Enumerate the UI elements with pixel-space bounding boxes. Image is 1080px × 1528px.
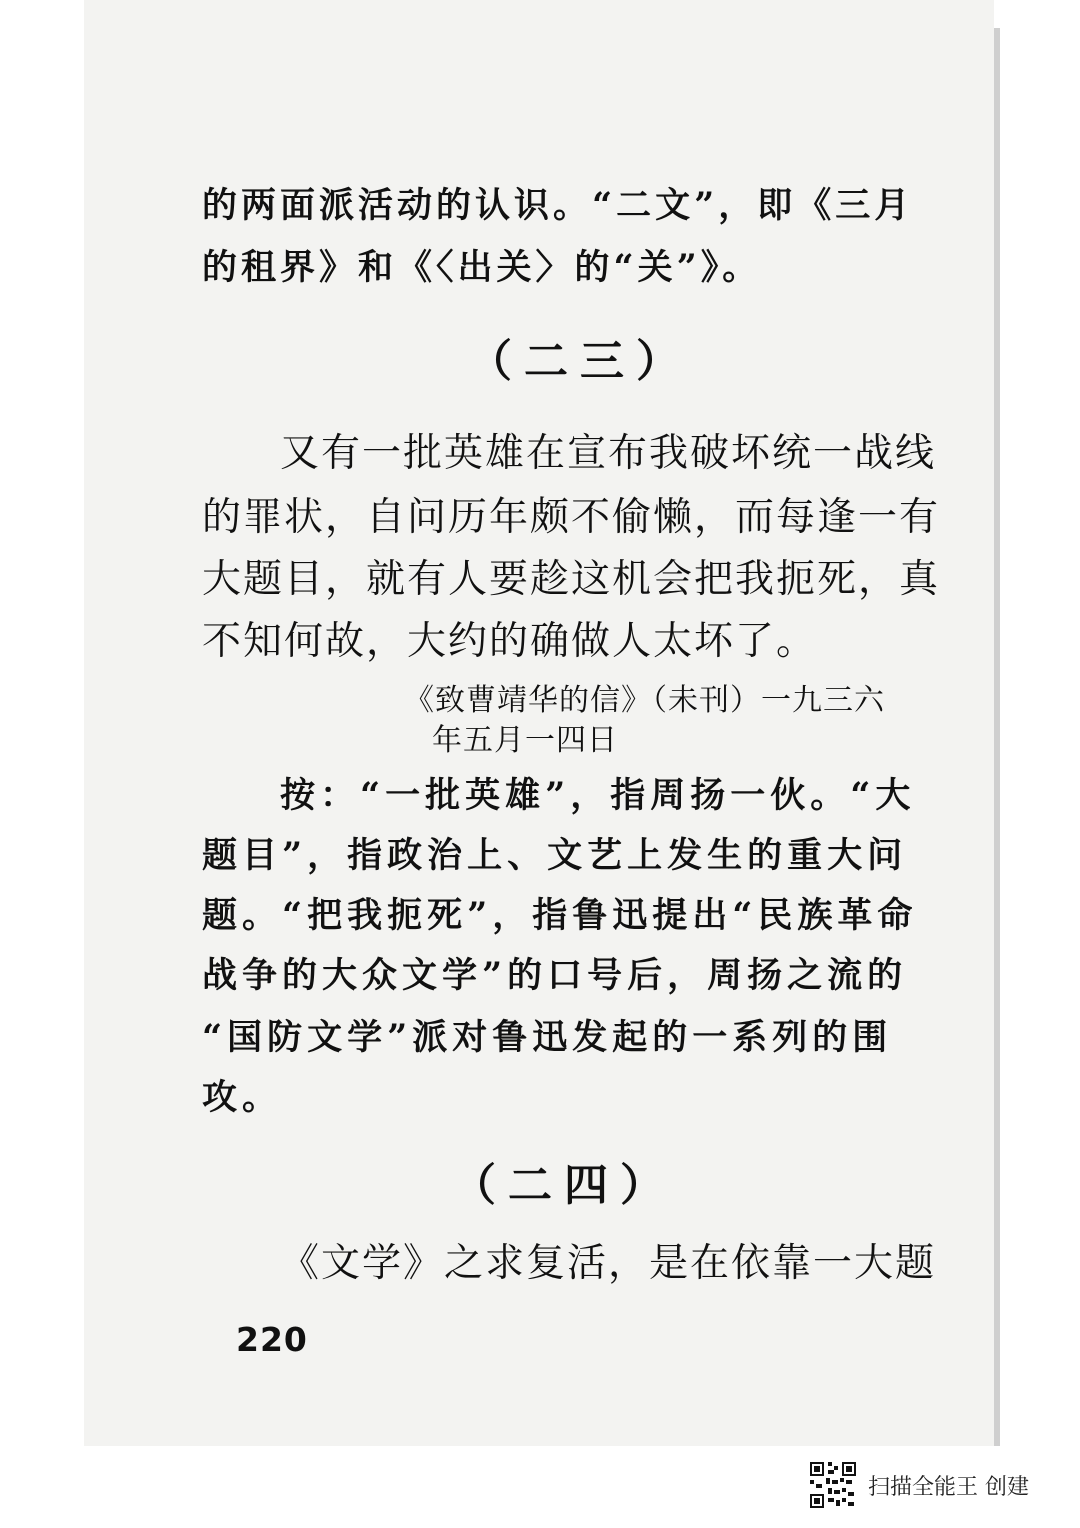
source-citation-line-1: 《致曹靖华的信》（未刊）一九三六: [404, 683, 885, 718]
section-heading-23: （二三）: [468, 336, 692, 387]
body-line-23-1: 又有一批英雄在宣布我破坏统一战线: [280, 431, 937, 476]
scanner-watermark: [808, 1458, 1029, 1512]
qr-code-icon: [808, 1460, 858, 1510]
text-line-22-1: 的两面派活动的认识。“二文”，即《三月: [202, 185, 914, 226]
watermark-text: 扫描全能王 创建: [868, 1474, 1029, 1500]
note-line-6: 攻。: [202, 1077, 283, 1118]
page-number: 220: [236, 1320, 308, 1359]
source-citation-line-2: 年五月一四日: [432, 723, 618, 758]
note-line-3: 题。“把我扼死”，指鲁迅提出“民族革命: [202, 895, 918, 936]
body-line-24-1: 《文学》之求复活，是在依靠一大题: [280, 1241, 937, 1286]
body-line-23-3: 大题目，就有人要趁这机会把我扼死，真: [202, 557, 941, 602]
body-line-23-4: 不知何故，大约的确做人太坏了。: [202, 619, 818, 664]
note-line-4: 战争的大众文学”的口号后，周扬之流的: [202, 955, 908, 996]
section-heading-24: （二四）: [452, 1160, 676, 1211]
note-line-1: 按：“一批英雄”，指周扬一伙。“大: [280, 775, 916, 816]
page-edge-shadow: [994, 28, 1000, 1446]
note-line-2: 题目”，指政治上、文艺上发生的重大问: [202, 835, 908, 876]
note-line-5: “国防文学”派对鲁迅发起的一系列的围: [202, 1017, 893, 1058]
body-line-23-2: 的罪状，自问历年颇不偷懒，而每逢一有: [202, 495, 941, 540]
text-line-22-2: 的租界》和《〈出关〉的“关”》。: [202, 247, 762, 288]
